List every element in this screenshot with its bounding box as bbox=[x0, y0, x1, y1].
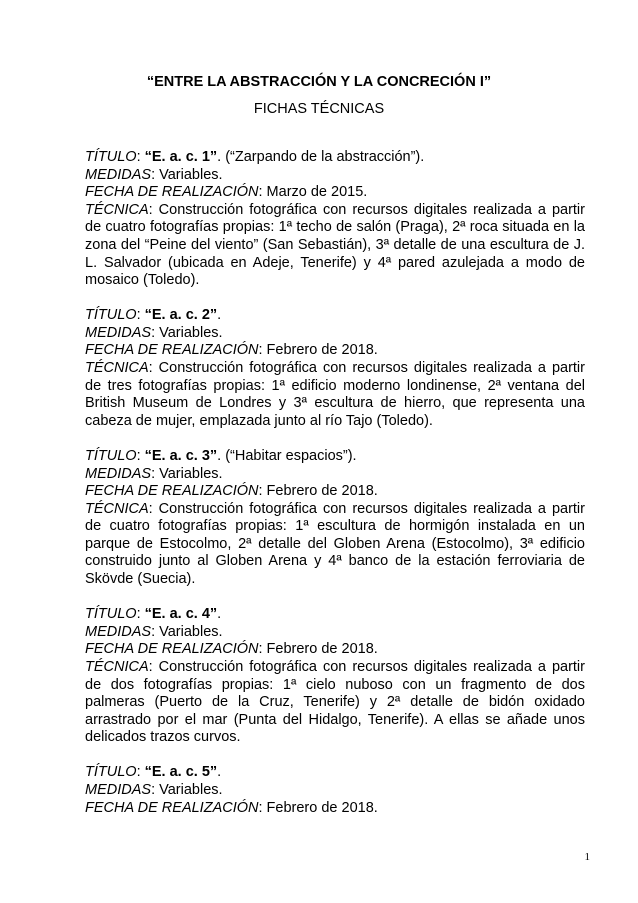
titulo-label: TÍTULO bbox=[85, 307, 137, 324]
titulo-value: “E. a. c. 3” bbox=[144, 447, 218, 464]
tecnica-value: : Construcción fotográfica con recursos digitales realizada a partir de cuatro fotografías propias: 1ª techo de salón (Praga), 2ª roca situada en la zona del “Peine del viento” (San Sebastián), 3ª detalle de una escultura de J. L. Salvador (ubicada en Adeje, Tenerife) y 4ª pared azulejada a modo de mosaico (Toledo). bbox=[85, 201, 585, 289]
medidas-line bbox=[85, 325, 585, 343]
fecha-value: : Febrero de 2018. bbox=[258, 342, 378, 359]
fecha-value: : Febrero de 2018. bbox=[258, 641, 378, 658]
fecha-label: FECHA DE REALIZACIÓN bbox=[85, 483, 259, 500]
tecnica-label: TÉCNICA bbox=[85, 658, 149, 675]
medidas-label: MEDIDAS bbox=[85, 324, 152, 341]
titulo-label: TÍTULO bbox=[85, 149, 137, 165]
ficha-tecnica bbox=[85, 448, 585, 589]
medidas-value: : Variables. bbox=[151, 324, 223, 341]
tecnica-line bbox=[85, 501, 585, 589]
fecha-line bbox=[85, 342, 585, 360]
medidas-label: MEDIDAS bbox=[85, 166, 152, 183]
titulo-colon: : bbox=[136, 307, 145, 324]
tecnica-value: : Construcción fotográfica con recursos digitales realizada a partir de dos fotografías propias: 1ª cielo nuboso con un fragmento de dos palmeras (Puerto de la Cruz, Tenerife) y 2ª detalle de bidón oxidado arrastrado por el mar (Punta del Hidalgo, Tenerife). A ellas se añade unos delicados trazos curvos. bbox=[85, 658, 585, 746]
document-subtitle: FICHAS TÉCNICAS bbox=[253, 101, 385, 117]
fecha-label: FECHA DE REALIZACIÓN bbox=[85, 342, 259, 359]
titulo-suffix: . bbox=[217, 764, 222, 781]
titulo-suffix: . bbox=[217, 606, 222, 623]
medidas-label: MEDIDAS bbox=[85, 623, 152, 640]
medidas-label: MEDIDAS bbox=[85, 465, 152, 482]
titulo-value: “E. a. c. 2” bbox=[144, 307, 218, 324]
fecha-value: : Marzo de 2015. bbox=[258, 184, 368, 201]
titulo-value: “E. a. c. 1” bbox=[144, 149, 218, 165]
tecnica-line bbox=[85, 202, 585, 290]
tecnica-label: TÉCNICA bbox=[85, 201, 149, 218]
titulo-label: TÍTULO bbox=[85, 764, 137, 781]
fichas-list bbox=[85, 149, 585, 835]
medidas-line bbox=[85, 466, 585, 484]
medidas-value: : Variables. bbox=[151, 465, 223, 482]
fecha-line bbox=[85, 641, 585, 659]
fecha-label: FECHA DE REALIZACIÓN bbox=[85, 184, 259, 201]
medidas-line bbox=[85, 782, 585, 800]
titulo-label: TÍTULO bbox=[85, 606, 137, 623]
page-number: 1 bbox=[584, 851, 590, 863]
fecha-line bbox=[85, 483, 585, 501]
ficha-tecnica bbox=[85, 307, 585, 430]
medidas-line bbox=[85, 167, 585, 185]
titulo-colon: : bbox=[136, 149, 145, 165]
fecha-value: : Febrero de 2018. bbox=[258, 483, 378, 500]
medidas-value: : Variables. bbox=[151, 623, 223, 640]
document-title: “ENTRE LA ABSTRACCIÓN Y LA CONCRECIÓN I” bbox=[146, 74, 492, 90]
titulo-label: TÍTULO bbox=[85, 447, 137, 464]
fecha-line bbox=[85, 184, 585, 202]
tecnica-label: TÉCNICA bbox=[85, 500, 149, 517]
titulo-line bbox=[85, 606, 585, 624]
ficha-tecnica bbox=[85, 606, 585, 747]
titulo-colon: : bbox=[136, 606, 145, 623]
titulo-suffix: . bbox=[217, 307, 222, 324]
fecha-label: FECHA DE REALIZACIÓN bbox=[85, 799, 259, 816]
ficha-tecnica bbox=[85, 149, 585, 290]
medidas-line bbox=[85, 624, 585, 642]
tecnica-label: TÉCNICA bbox=[85, 360, 149, 377]
medidas-label: MEDIDAS bbox=[85, 782, 152, 798]
tecnica-line bbox=[85, 360, 585, 430]
titulo-line bbox=[85, 307, 585, 325]
tecnica-value: : Construcción fotográfica con recursos digitales realizada a partir de cuatro fotografías propias: 1ª escultura de hormigón instalada en un parque de Estocolmo, 2ª detalle del Globen Arena (Estocolmo), 3ª edificio construido junto al Globen Arena y 4ª banco de la estación ferroviaria de Skövde (Suecia). bbox=[85, 500, 585, 588]
tecnica-value: : Construcción fotográfica con recursos digitales realizada a partir de tres fotografías propias: 1ª edificio moderno londinense, 2ª ventana del British Museum de Londres y 3ª escultura de hierro, que representa una cabeza de mujer, emplazada junto al río Tajo (Toledo). bbox=[85, 360, 585, 429]
tecnica-line bbox=[85, 659, 585, 747]
fecha-line bbox=[85, 800, 585, 818]
medidas-value: : Variables. bbox=[151, 782, 223, 798]
titulo-line bbox=[85, 149, 585, 167]
titulo-colon: : bbox=[136, 764, 145, 781]
titulo-value: “E. a. c. 5” bbox=[144, 764, 218, 781]
titulo-value: “E. a. c. 4” bbox=[144, 606, 218, 623]
ficha-tecnica bbox=[85, 764, 585, 817]
titulo-suffix: . (“Habitar espacios”). bbox=[217, 447, 357, 464]
titulo-line bbox=[85, 764, 585, 782]
titulo-suffix: . (“Zarpando de la abstracción”). bbox=[217, 149, 425, 165]
medidas-value: : Variables. bbox=[151, 166, 223, 183]
titulo-line bbox=[85, 448, 585, 466]
titulo-colon: : bbox=[136, 447, 145, 464]
fecha-label: FECHA DE REALIZACIÓN bbox=[85, 641, 259, 658]
fecha-value: : Febrero de 2018. bbox=[258, 799, 378, 816]
